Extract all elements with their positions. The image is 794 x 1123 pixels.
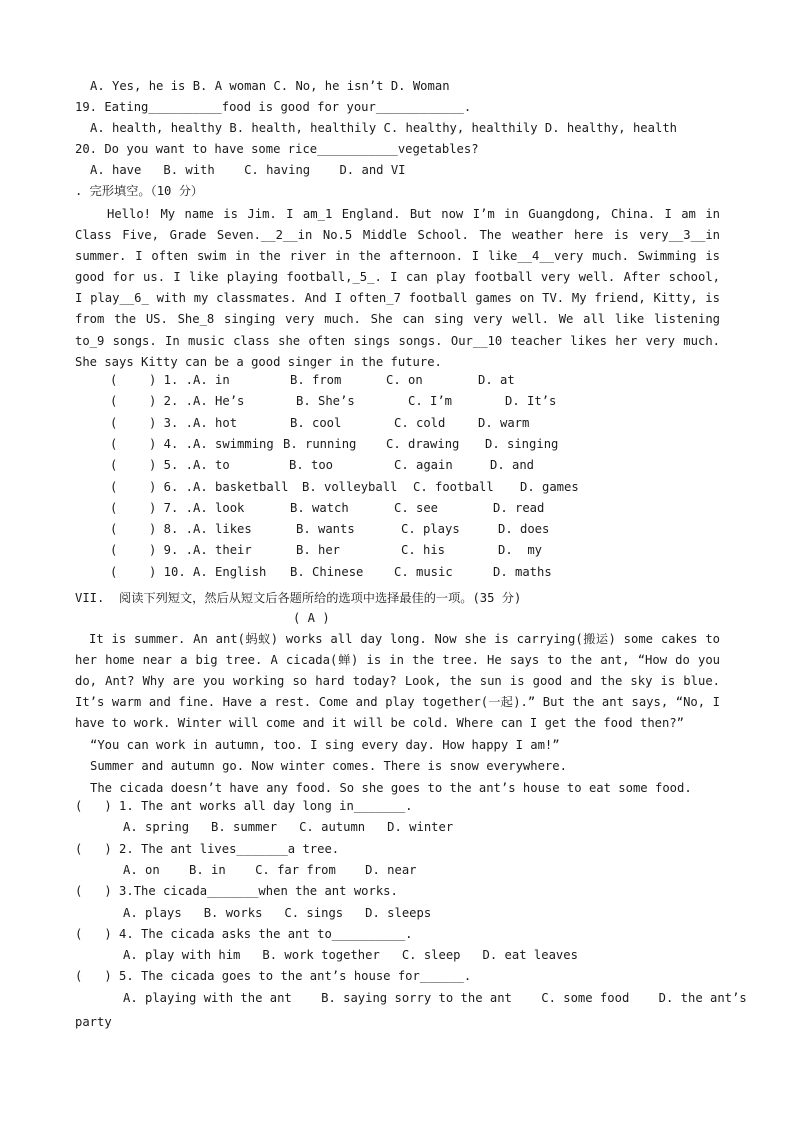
- q5-option-continuation: party: [75, 1015, 112, 1029]
- cloze-question-number: ) 3. .A. hot: [149, 415, 238, 430]
- cloze-passage: Hello! My name is Jim. I am_1 England. But now I’m in Guangdong, China. I am in Class Five, Grade Seven.__2__in No.5 Middle School. The weather here is very__3__in summer. I often swim in the river in the afternoon. I like__4__very much. Swimming is good for us. I like playing football,_5_. I can play football very well. After school, I play__6_ with my classmates. And I often_7 football games on TV. My friend, Kitty, is from the US. She_8 singing very much. She can sing very well. We all like listening to_9 songs. In music class she often sings songs. Our__10 teacher likes her very much. She says Kitty can be a good singer in the future.: [75, 207, 720, 369]
- cloze-question-number: ) 1. .A. in: [149, 373, 230, 387]
- cloze-answer-paren: (: [110, 479, 118, 494]
- cloze-option-d: D. It’s: [505, 394, 557, 409]
- cloze-option-b: B. too: [289, 458, 334, 473]
- cloze-option-d: D. singing: [485, 436, 559, 451]
- cloze-option-b: B. her: [296, 543, 341, 558]
- cloze-option-c: C. I’m: [408, 394, 453, 409]
- cloze-question-number: ) 9. .A. their: [149, 543, 252, 558]
- cloze-answer-paren: (: [110, 564, 118, 579]
- passage-a-line-quote: “You can work in autumn, too. I sing every day. How happy I am!”: [90, 738, 560, 752]
- reading-question-stem: ( ) 4. The cicada asks the ant to__________.: [75, 926, 413, 941]
- reading-question-stem: ( ) 3.The cicada_______when the ant works.: [75, 884, 398, 899]
- passage-a-line-food: The cicada doesn’t have any food. So she goes to the ant’s house to eat some food.: [90, 781, 692, 795]
- reading-question-options: A. plays B. works C. sings D. sleeps: [123, 905, 432, 920]
- cloze-option-d: D. warm: [478, 415, 530, 430]
- cloze-option-d: D. my: [498, 543, 543, 558]
- cloze-option-c: C. on: [386, 373, 423, 387]
- cloze-option-d: D. at: [478, 373, 515, 387]
- cloze-question-number: ) 2. .A. He’s: [149, 394, 245, 409]
- cloze-question-number: ) 6. .A. basketball: [149, 479, 289, 494]
- cloze-option-b: B. running: [283, 436, 357, 451]
- cloze-option-c: C. again: [394, 458, 453, 473]
- cloze-option-b: B. watch: [290, 500, 349, 515]
- passage-a-paragraph-1: It is summer. An ant(蚂蚁) works all day long. Now she is carrying(搬运) some cakes to her home near a big tree. A cicada(蝉) is in the tree. He says to the ant, “How do you do, Ant? Why are you working so hard today? Look, the sun is good and the sky is blue. It’s warm and fine. Have a rest. Come and play together(一起).” But the ant says, “No, I have to work. Winter will come and it will be cold. Where can I get the food then?”: [75, 632, 720, 731]
- section-vii-heading: VII. 阅读下列短文，然后从短文后各题所给的选项中选择最佳的一项。(35 分): [75, 591, 522, 605]
- cloze-option-b: B. wants: [296, 522, 355, 537]
- cloze-option-d: D. does: [498, 522, 550, 537]
- cloze-option-d: D. read: [493, 500, 545, 515]
- reading-question-stem: ( ) 2. The ant lives_______a tree.: [75, 841, 340, 856]
- cloze-option-b: B. cool: [290, 415, 342, 430]
- cloze-answer-paren: (: [110, 373, 118, 387]
- cloze-question-number: ) 10. A. English: [149, 564, 267, 579]
- reading-question-options: A. play with him B. work together C. sleep D. eat leaves: [123, 948, 578, 963]
- cloze-answer-paren: (: [110, 543, 118, 558]
- cloze-option-b: B. from: [290, 373, 342, 387]
- q20-stem: 20. Do you want to have some rice___________vegetables?: [75, 142, 479, 156]
- cloze-option-d: D. maths: [493, 564, 552, 579]
- q20-options: A. have B. with C. having D. and VI: [90, 163, 406, 177]
- reading-question-options: A. on B. in C. far from D. near: [123, 862, 417, 877]
- cloze-answer-paren: (: [110, 522, 118, 537]
- cloze-option-c: C. football: [413, 479, 494, 494]
- cloze-answer-paren: (: [110, 394, 118, 409]
- cloze-option-d: D. games: [520, 479, 579, 494]
- cloze-option-b: B. She’s: [296, 394, 355, 409]
- passage-a-line-winter: Summer and autumn go. Now winter comes. There is snow everywhere.: [90, 759, 567, 773]
- cloze-question-number: ) 4. .A. swimming: [149, 436, 274, 451]
- reading-question-stem: ( ) 5. The cicada goes to the ant’s house for______.: [75, 969, 472, 984]
- reading-question-options: A. spring B. summer C. autumn D. winter: [123, 820, 454, 835]
- cloze-answer-paren: (: [110, 436, 118, 451]
- reading-question-stem: ( ) 1. The ant works all day long in_______.: [75, 799, 413, 813]
- q19-options: A. health, healthy B. health, healthily C. healthy, healthily D. healthy, health: [90, 121, 677, 135]
- reading-question-options: A. playing with the ant B. saying sorry to the ant C. some food D. the ant’s: [123, 990, 747, 1005]
- q19-stem: 19. Eating__________food is good for your____________.: [75, 100, 472, 114]
- cloze-option-d: D. and: [490, 458, 535, 473]
- cloze-option-c: C. drawing: [386, 436, 460, 451]
- cloze-option-c: C. see: [394, 500, 439, 515]
- cloze-question-number: ) 7. .A. look: [149, 500, 245, 515]
- cloze-option-b: B. Chinese: [290, 564, 364, 579]
- cloze-option-c: C. his: [401, 543, 446, 558]
- cloze-answer-paren: (: [110, 458, 118, 473]
- cloze-option-c: C. cold: [394, 415, 446, 430]
- q18-options: A. Yes, he is B. A woman C. No, he isn’t D. Woman: [90, 79, 450, 93]
- cloze-question-number: ) 5. .A. to: [149, 458, 230, 473]
- cloze-answer-paren: (: [110, 500, 118, 515]
- passage-a-label: ( A ): [293, 611, 330, 625]
- cloze-option-c: C. plays: [401, 522, 460, 537]
- cloze-answer-paren: (: [110, 415, 118, 430]
- cloze-option-c: C. music: [394, 564, 453, 579]
- cloze-option-b: B. volleyball: [302, 479, 398, 494]
- cloze-heading: . 完形填空。（10 分）: [75, 184, 204, 198]
- cloze-question-number: ) 8. .A. likes: [149, 522, 252, 537]
